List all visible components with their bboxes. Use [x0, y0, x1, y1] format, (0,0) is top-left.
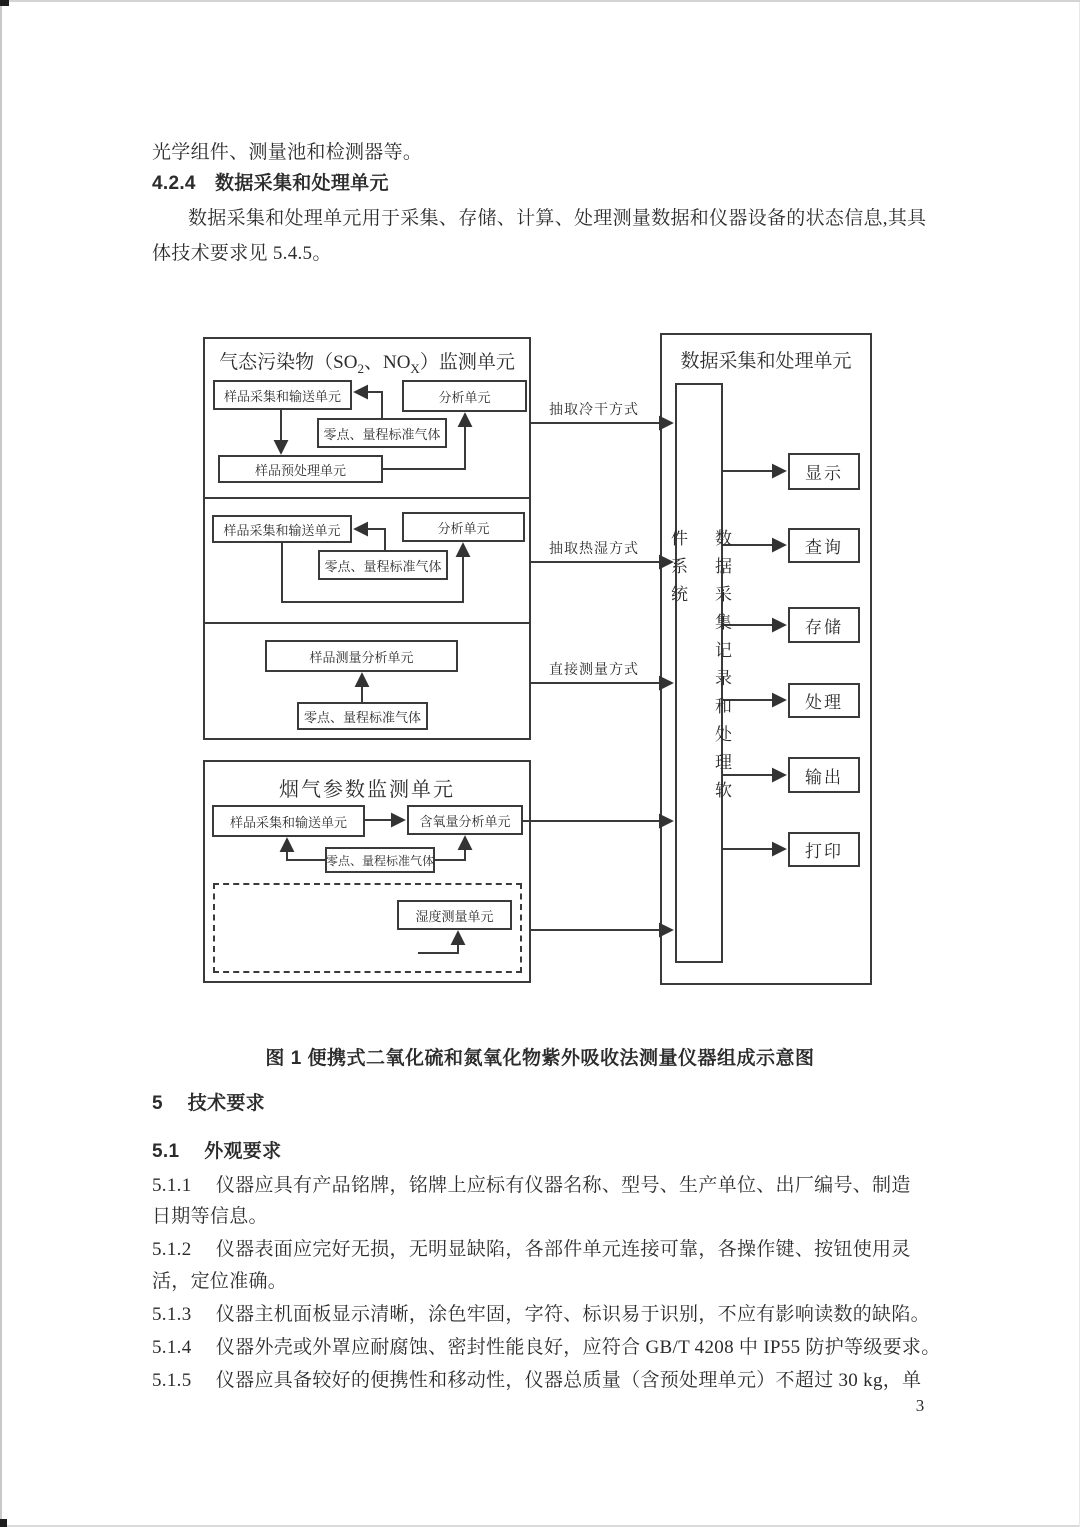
flue-oxygen-analysis-box: 含氧量分析单元	[407, 805, 523, 835]
gas-title-part3: ）监测单元	[419, 352, 515, 373]
mode-label-direct-measure: 直接测量方式	[549, 663, 639, 678]
paragraph-4-2-4-line1: 数据采集和处理单元用于采集、存储、计算、处理测量数据和仪器设备的状态信息,其具	[188, 208, 927, 229]
clause-5-1-5: 5.1.5 仪器应具备较好的便携性和移动性，仪器总质量（含预处理单元）不超过 30 kg，单	[152, 1370, 922, 1391]
data-software-system-box	[668, 383, 731, 963]
scan-artifact-bottom-left	[0, 1519, 7, 1527]
mode-label-extract-hot-wet: 抽取热湿方式	[549, 542, 639, 557]
c2-zero-span-gas-box: 零点、量程标准气体	[318, 550, 448, 580]
figure-1-caption: 图 1 便携式二氧化硫和氮氧化物紫外吸收法测量仪器组成示意图	[265, 1048, 815, 1069]
output-output-box: 输出	[788, 757, 860, 793]
output-display-box: 显示	[788, 453, 860, 490]
c1-zero-span-gas-box: 零点、量程标准气体	[317, 418, 447, 448]
output-storage-box: 存储	[788, 607, 860, 643]
figure-1-diagram	[200, 333, 880, 985]
flue-gas-unit-title: 烟气参数监测单元	[279, 779, 455, 801]
clause-5-1-2-line2: 活，定位准确。	[152, 1271, 288, 1292]
gas-title-sub-2: 2	[357, 361, 364, 376]
c2-sampling-transport-box: 样品采集和输送单元	[212, 515, 352, 543]
heading-5: 5 技术要求	[152, 1093, 265, 1114]
data-software-system-label: 数据采集记录和处理软件系统	[668, 529, 731, 809]
output-print-box: 打印	[788, 832, 860, 867]
c1-analysis-box: 分析单元	[402, 380, 527, 412]
flue-zero-span-gas-box: 零点、量程标准气体	[325, 847, 435, 873]
gas-title-part1: 气态污染物（SO	[219, 352, 358, 373]
paragraph-optical-components: 光学组件、测量池和检测器等。	[152, 142, 423, 163]
c1-sampling-transport-box: 样品采集和输送单元	[213, 380, 352, 410]
c1-pretreatment-box: 样品预处理单元	[218, 455, 383, 483]
mode-label-extract-cold-dry: 抽取冷干方式	[549, 403, 639, 418]
clause-5-1-1-line2: 日期等信息。	[152, 1206, 268, 1227]
paragraph-4-2-4-line2: 体技术要求见 5.4.5。	[152, 243, 332, 264]
heading-4-2-4: 4.2.4 数据采集和处理单元	[152, 173, 389, 194]
output-query-box: 查询	[788, 528, 860, 563]
gas-pollutant-unit-title	[203, 347, 531, 377]
c3-zero-span-gas-box: 零点、量程标准气体	[297, 702, 428, 730]
c3-sample-measure-analysis-box: 样品测量分析单元	[265, 640, 458, 672]
scan-artifact-top-left	[0, 0, 9, 6]
clause-5-1-1-line1: 5.1.1 仪器应具有产品铭牌，铭牌上应标有仪器名称、型号、生产单位、出厂编号、制造	[152, 1175, 911, 1196]
clause-5-1-2-line1: 5.1.2 仪器表面应完好无损，无明显缺陷，各部件单元连接可靠，各操作键、按钮使用灵	[152, 1239, 911, 1260]
gas-title-part2: 、NO	[363, 352, 411, 373]
output-process-box: 处理	[788, 683, 860, 718]
clause-5-1-4: 5.1.4 仪器外壳或外罩应耐腐蚀、密封性能良好，应符合 GB/T 4208 中 IP55 防护等级要求。	[152, 1337, 941, 1358]
clause-5-1-3: 5.1.3 仪器主机面板显示清晰，涂色牢固，字符、标识易于识别，不应有影响读数的缺陷。	[152, 1304, 930, 1325]
data-processing-unit-title: 数据采集和处理单元	[680, 351, 852, 372]
c2-analysis-box: 分析单元	[402, 512, 525, 542]
heading-5-1: 5.1 外观要求	[152, 1141, 282, 1162]
page-number: 3	[915, 1396, 925, 1415]
flue-sampling-transport-box: 样品采集和输送单元	[212, 805, 365, 837]
gas-title-sub-x: X	[410, 361, 420, 376]
humidity-measure-box: 湿度测量单元	[397, 900, 512, 930]
